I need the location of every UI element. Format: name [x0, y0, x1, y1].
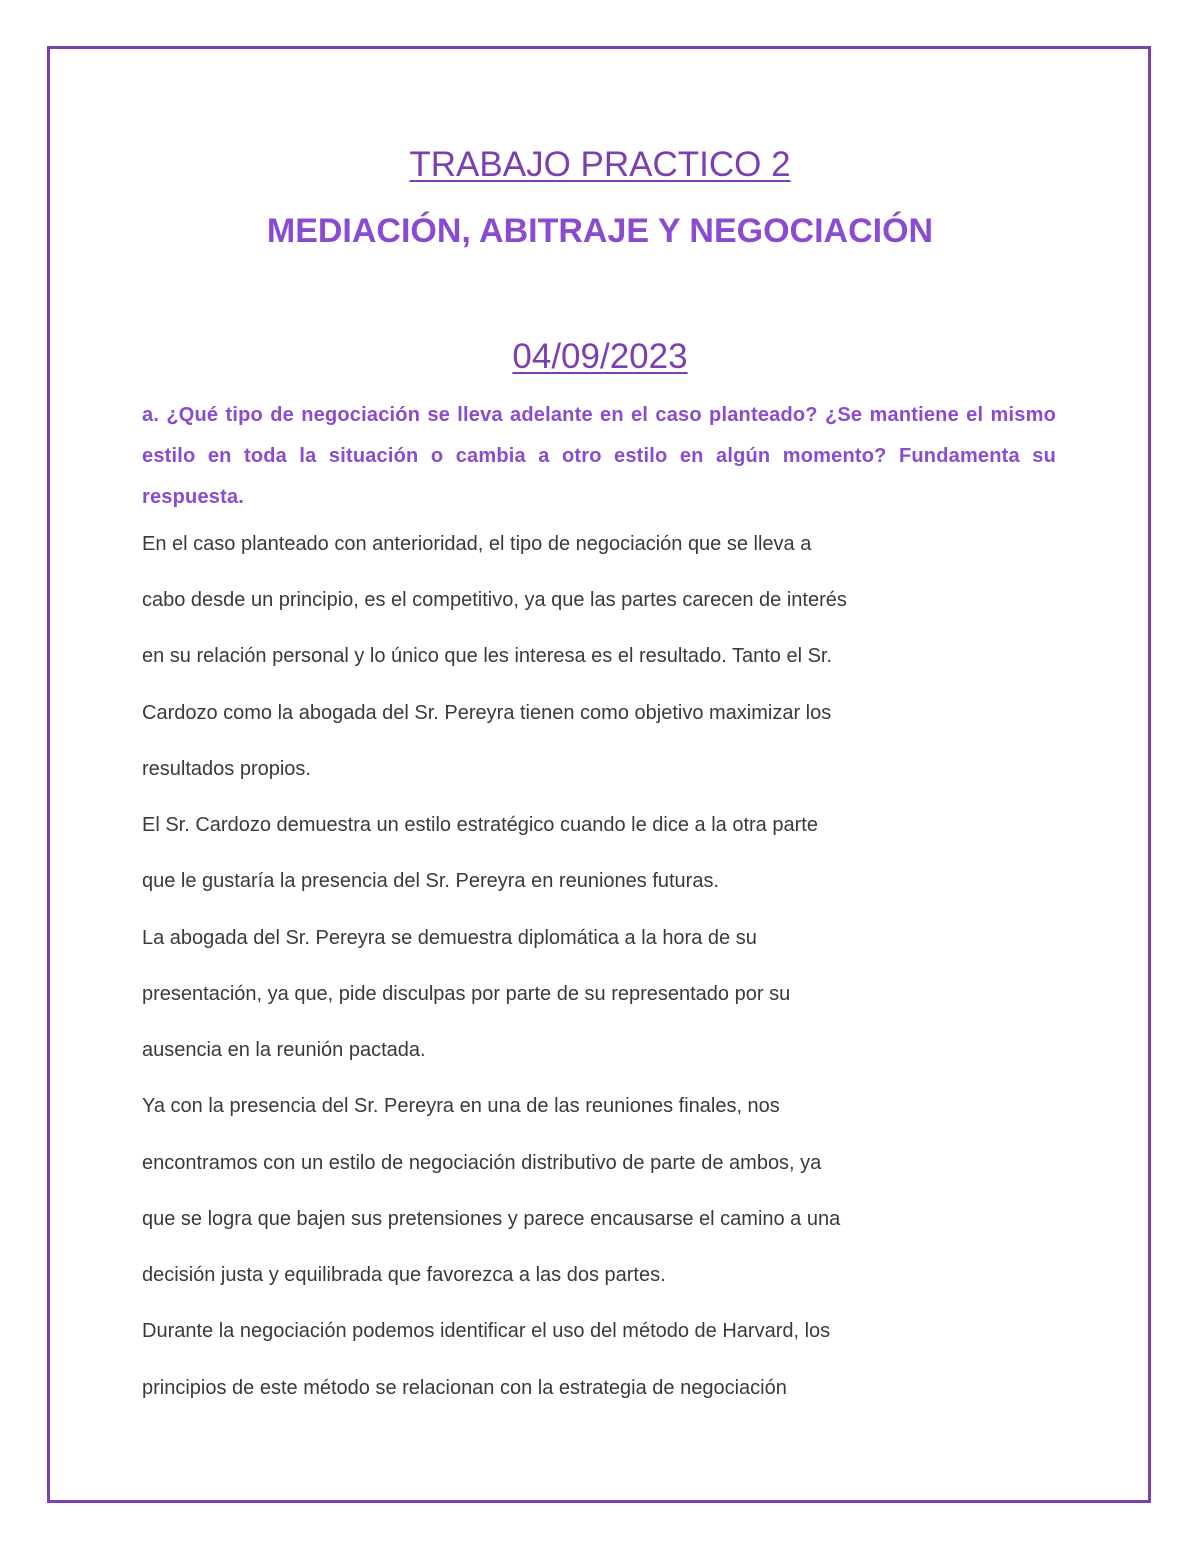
question-paragraph: a. ¿Qué tipo de negociación se lleva adelante en el caso planteado? ¿Se mantiene el mismo estilo en toda la situación o cambia a otro estilo en algún momento? Fundamenta su respuesta.: [142, 404, 1056, 508]
answer-line: que le gustaría la presencia del Sr. Pereyra en reuniones futuras.: [142, 870, 720, 892]
answer-line: El Sr. Cardozo demuestra un estilo estratégico cuando le dice a la otra parte: [142, 814, 818, 836]
answer-line: La abogada del Sr. Pereyra se demuestra diplomática a la hora de su: [142, 927, 757, 949]
answer-line: que se logra que bajen sus pretensiones y parece encausarse el camino a una: [142, 1208, 841, 1230]
answer-line: principios de este método se relacionan con la estrategia de negociación: [142, 1377, 787, 1399]
answer-line: En el caso planteado con anterioridad, el tipo de negociación que se lleva a: [142, 533, 812, 555]
answer-line: en su relación personal y lo único que les interesa es el resultado. Tanto el Sr.: [142, 645, 833, 667]
answer-line: encontramos con un estilo de negociación distributivo de parte de ambos, ya: [142, 1152, 822, 1174]
document-title: TRABAJO PRACTICO 2: [409, 145, 791, 184]
answer-line: ausencia en la reunión pactada.: [142, 1039, 426, 1061]
answer-line: resultados propios.: [142, 758, 311, 780]
answer-line: presentación, ya que, pide disculpas por parte de su representado por su: [142, 983, 791, 1005]
answer-line: decisión justa y equilibrada que favorezca a las dos partes.: [142, 1264, 666, 1286]
answer-line: Cardozo como la abogada del Sr. Pereyra tienen como objetivo maximizar los: [142, 702, 832, 724]
answer-line: Ya con la presencia del Sr. Pereyra en una de las reuniones finales, nos: [142, 1095, 780, 1117]
answer-line: cabo desde un principio, es el competitivo, ya que las partes carecen de interés: [142, 589, 847, 611]
answer-line: Durante la negociación podemos identificar el uso del método de Harvard, los: [142, 1320, 831, 1342]
document-subtitle: MEDIACIÓN, ABITRAJE Y NEGOCIACIÓN: [266, 212, 934, 250]
document-date: 04/09/2023: [512, 337, 688, 376]
